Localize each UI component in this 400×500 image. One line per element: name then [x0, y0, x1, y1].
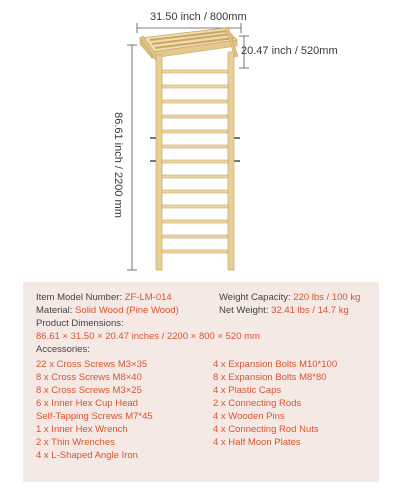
accessory-item: 4 x Connecting Rod Nuts: [213, 424, 319, 435]
width-dimension-label: 31.50 inch / 800mm: [150, 11, 247, 23]
model-number: Item Model Number: ZF-LM-014: [36, 292, 172, 303]
net-weight: Net Weight: 32.41 lbs / 14.7 kg: [219, 305, 349, 316]
accessory-item: 1 x Inner Hex Wrench: [36, 424, 128, 435]
accessory-item: 8 x Cross Screws M8×40: [36, 372, 142, 383]
accessory-item: 4 x L-Shaped Angle Iron: [36, 450, 138, 461]
left-rail: [156, 55, 162, 270]
pull-up-bar-unit: [140, 27, 238, 62]
accessory-item: 6 x Inner Hex Cup Head: [36, 398, 138, 409]
material: Material: Solid Wood (Pine Wood): [36, 305, 179, 316]
right-rail: [228, 52, 234, 270]
accessory-item: 4 x Wooden Pins: [213, 411, 285, 422]
accessory-item: 8 x Expansion Bolts M8*80: [213, 372, 327, 383]
accessory-item: 22 x Cross Screws M3×35: [36, 359, 148, 370]
product-dimensions-value: 86.61 × 31.50 × 20.47 inches / 2200 × 800 × 520 mm: [36, 331, 260, 342]
accessory-item: 2 x Thin Wrenches: [36, 437, 115, 448]
accessory-item: 8 x Cross Screws M3×25: [36, 385, 142, 396]
depth-dimension-label: 20.47 inch / 520mm: [241, 45, 338, 57]
accessory-item: 4 x Plastic Caps: [213, 385, 282, 396]
accessory-item: 4 x Half Moon Plates: [213, 437, 301, 448]
accessory-item: Self-Tapping Screws M7*45: [36, 411, 153, 422]
accessories-label: Accessories:: [36, 344, 90, 355]
specifications-panel: [23, 282, 379, 482]
height-dimension-label: 86.61 inch / 2200 mm: [112, 112, 124, 218]
rungs: [162, 70, 228, 253]
accessory-item: 2 x Connecting Rods: [213, 398, 302, 409]
product-dimensions-label: Product Dimensions:: [36, 318, 124, 329]
wall-brackets: [150, 137, 240, 162]
accessory-item: 4 x Expansion Bolts M10*100: [213, 359, 338, 370]
weight-capacity: Weight Capacity: 220 lbs / 100 kg: [219, 292, 361, 303]
